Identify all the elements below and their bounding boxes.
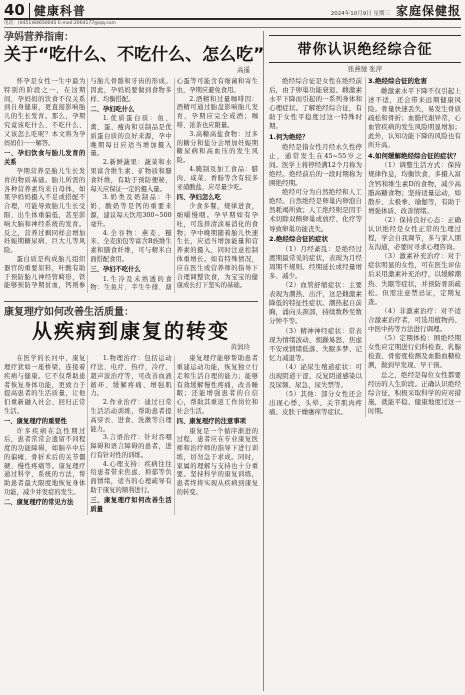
page-header [4,2,461,20]
article-author: 高遥 [237,66,250,74]
paragraph: 许多疾病在急性期过后，患者常常会遗留不同程度的功能障碍，如脑卒中后的偏瘫、骨折术后的关节僵硬、慢性疼痛等。康复理疗通过科学、系统的方法，帮助患者最大限度地恢复身体功能，减少并发症的发生。 [4,427,86,497]
page-number: 40 [4,3,30,18]
article-body [4,355,258,515]
subheading: 三、康复理疗如何改善生活质量 [90,497,172,514]
paragraph: 2.新鲜蔬果：蔬菜和水果富含维生素、矿物质和膳食纤维，有助于预防便秘，每天应保证一定的摄入量。 [90,159,172,193]
left-column [4,31,265,515]
editor-contact-line: 电话：(0451)84650045 E-mail:2064177@qq.com [4,20,461,28]
paragraph: （3）精神神经症状：常表现为情绪波动、烦躁易怒、焦虑不安或情绪低落、失眠多梦、记忆力减退等。 [269,326,362,362]
subheading: 2.绝经综合征的症状 [269,235,328,244]
paragraph: 3.高糖高盐食物：过多的糖分和盐分会增加妊娠期糖尿病和高血压的发生风险。 [176,130,258,165]
paragraph: 在医学的长河中，康复理疗犹如一座桥梁，连接着疾病与健康。它不仅帮助患者恢复身体功能，更致力于提高患者的生活质量，让他们重新融入社会、回归正常生活。 [4,355,86,415]
subheading: 一、康复理疗的重要性 [4,418,67,426]
article-kicker: 孕妈营养指南： [4,32,74,43]
paragraph: 2.作业治疗：通过日常生活活动训练，帮助患者提高穿衣、进食、洗漱等自理能力。 [90,399,172,433]
right-column [263,31,461,691]
subheading: 二、孕妇吃什么 [90,105,135,113]
paragraph: 1.生冷及未熟透的食物：生鱼片、半生牛排、溏心蛋等可能含有细菌和寄生虫，孕期应避免食用。 [90,78,258,292]
subheading: 四、孕妇怎么吃 [176,193,221,201]
paragraph: 4.全谷物：燕麦、糙米、全麦面包等富含B族维生素和膳食纤维，可与精米白面搭配食用。 [90,229,172,263]
subheading: 1.何为绝经？ [269,133,309,142]
paragraph: 4.心理支持：疾病往往给患者带来焦虑、抑郁等负面情绪，适当的心理疏导有助于康复的顺利进行。 [90,460,172,495]
article-title: 带你认识绝经综合征 [297,42,433,58]
article-rehabilitation [4,301,258,515]
paragraph: 3.奶类及奶制品：牛奶、酸奶等是钙的重要来源，建议每天饮用300~500毫升。 [90,194,172,228]
article-title-box [269,35,461,63]
header-right [331,5,461,18]
paragraph: 3.言语治疗：针对吞咽障碍和语言障碍的患者，进行有针对性的训练。 [90,434,172,459]
article-title: 从疾病到康复的转变 [32,319,230,344]
subheading: 三、孕妇不吃什么 [90,266,141,274]
paragraph: 绝经可分为自然绝经和人工绝经。自然绝经是卵巢内卵泡自然耗竭所致；人工绝经则是因手术切除双侧卵巢或放疗、化疗等导致卵巢功能丧失。 [269,188,362,233]
paragraph: 4.腌制及加工食品：腊肉、咸菜、香肠等含有较多亚硝酸盐，应尽量少吃。 [176,165,258,191]
paragraph: （1）调整生活方式：保持规律作息，均衡饮食，多摄入富含钙和维生素D的食物，减少高脂高糖食物；坚持适量运动，如散步、太极拳、瑜伽等，有助于增强体质、改善情绪。 [368,161,461,215]
header-left [4,3,86,18]
paragraph: 康复是一个循序渐进的过程，患者应在专业康复医师和治疗师的指导下进行训练，切勿急于求成。同时，家属的理解与支持也十分重要。坚持科学的康复训练，患者终将实现从疾病到康复的转变。 [176,427,258,497]
paragraph: 少食多餐，规律进食，细嚼慢咽。孕早期如有孕吐，可选择清淡易消化的食物；孕中晚期随着胎儿快速生长，应适当增加能量和营养素的摄入，同时注意控制体重增长。如有特殊情况，应在医生或营养师的指导下合理调整饮食，为宝宝的健康成长打下坚实的基础。 [176,203,258,290]
paragraph: （5）其他：部分女性还会出现心悸、头晕、关节肌肉疼痛、皮肤干燥瘙痒等症状。 [269,390,362,417]
article-title: 关于“吃什么、不吃什么、怎么吃” [4,45,265,65]
paper-name: 家庭保健报 [395,4,461,18]
paragraph: （2）保持良好心态：正确认识绝经是女性正常的生理过程，学会自我调节，多与家人朋友沟通，必要时寻求心理咨询。 [368,215,461,252]
article-menopause [269,35,461,417]
article-body [4,78,258,293]
paragraph: （4）非激素治疗：对不适合激素治疗者，可选用植物药、中医中药等方法进行调理。 [368,306,461,334]
paragraph: 1.优质蛋白质：鱼、禽、蛋、瘦肉和豆制品是优质蛋白质的良好来源，孕中晚期每日应适当增加摄入量。 [90,115,172,158]
article-body [269,77,461,417]
article-author: 张燕驰 张萍 [347,65,383,73]
paragraph: （4）泌尿生殖道症状：可出现阴道干涩、反复阴道感染以及尿频、尿急、尿失禁等。 [269,362,362,390]
paragraph: 总之，绝经是每位女性都要经历的人生阶段。正确认识绝经综合征，积极采取科学的应对措施，就能平稳、健康地度过这一时期。 [368,370,461,415]
paragraph: （3）激素补充治疗：对于症状明显的女性，可在医生评估后采用激素补充治疗，以缓解潮热、失眠等症状，并预防骨质疏松。但需注意禁忌证，定期复查。 [368,252,461,306]
paragraph: 绝经综合征是女性在绝经前后，由于卵巢功能衰退、雌激素水平下降而引起的一系列身体和心理症状。了解绝经综合征，有助于女性平稳度过这一特殊时期。 [269,77,362,131]
paragraph: （2）血管舒缩症状：主要表现为潮热、出汗，这是雌激素降低的特征性症状。潮热起自前胸，涌向头颈部，持续数秒至数分钟不等。 [269,281,362,326]
paragraph: 康复理疗能够帮助患者重建运动功能，恢复独立行走和生活自理的能力；能够有效缓解慢性疼痛，改善睡眠；还能增强患者的自信心，帮助其重返工作岗位和社会生活。 [176,355,258,415]
subheading: 二、康复理疗的常见方法 [4,499,74,507]
paragraph: 雌激素水平下降不仅引起上述不适，还会带来远期健康风险。骨量快速丢失，易发生骨质疏松和骨折；血脂代谢异常，心血管疾病的发生风险明显增加；此外，认知功能下降的风险也有所升高。 [368,86,461,150]
subheading: 4.如何缓解绝经综合征的症状？ [368,151,460,160]
article-author: 黄润玲 [230,343,250,352]
article-kicker: 康复理疗如何改善生活质量： [4,307,134,319]
subheading: 四、康复理疗的注意事项 [176,418,246,426]
section-title: 健康科普 [33,4,86,18]
paragraph: 孕期营养是胎儿生长发育的物质基础。胎儿所需的各种营养素均来自母体，如果孕妈妈摄入不足或搭配不合理，可能导致胎儿生长受限、出生体重偏低，甚至影响大脑和神经系统的发育。反之，营养过剩同样会增加妊娠期糖尿病、巨大儿等风险。 [4,167,86,255]
subheading: 3.绝经综合征的危害 [368,77,427,85]
subheading: 一、孕妇饮食与胎儿发育的关系 [4,149,86,166]
issue-date: 2024年10月9日 星期三 [330,11,390,17]
paragraph: 怀孕是女性一生中最为特别的阶段之一，在这期间，孕妈妈的饮食不仅关系到自身健康，更直接影响胎儿的生长发育。那么，孕期究竟该吃什么、不吃什么、又该怎么吃呢？本文将为孕妈妈们一一解答。 [4,78,86,147]
paragraph: 蛋白质是构成胎儿组织器官的重要原料，叶酸有助于预防胎儿神经管畸形，铁能够预防孕期贫血，钙则参与胎儿骨骼和牙齿的形成。因此，孕妈妈要做到食物多样、均衡搭配。 [4,78,172,290]
paragraph: 1.物理治疗：包括运动疗法、电疗、热疗、冷疗、超声波治疗等，可改善血液循环、缓解疼痛、增强肌力。 [90,355,172,398]
paragraph: （5）定期体检：围绝经期女性应定期进行妇科检查、乳腺检查、骨密度检测及血脂血糖检测，做到早发现、早干预。 [368,334,461,370]
paragraph: 2.酒精和过量咖啡因：酒精可通过胎盘影响胎儿发育，孕期应完全戒酒；咖啡、浓茶也应限量。 [176,95,258,129]
paragraph: 绝经是指女性月经永久性停止，通常发生在45~55岁之间。医学上将停经满12个月称为绝经。绝经前后的一段时期称为围绝经期。 [269,142,362,188]
paragraph: （1）月经紊乱：是绝经过渡期最常见的症状，表现为月经周期不规则、经期延长或经量增多、减少。 [269,244,362,280]
article-pregnancy-nutrition [4,31,265,293]
